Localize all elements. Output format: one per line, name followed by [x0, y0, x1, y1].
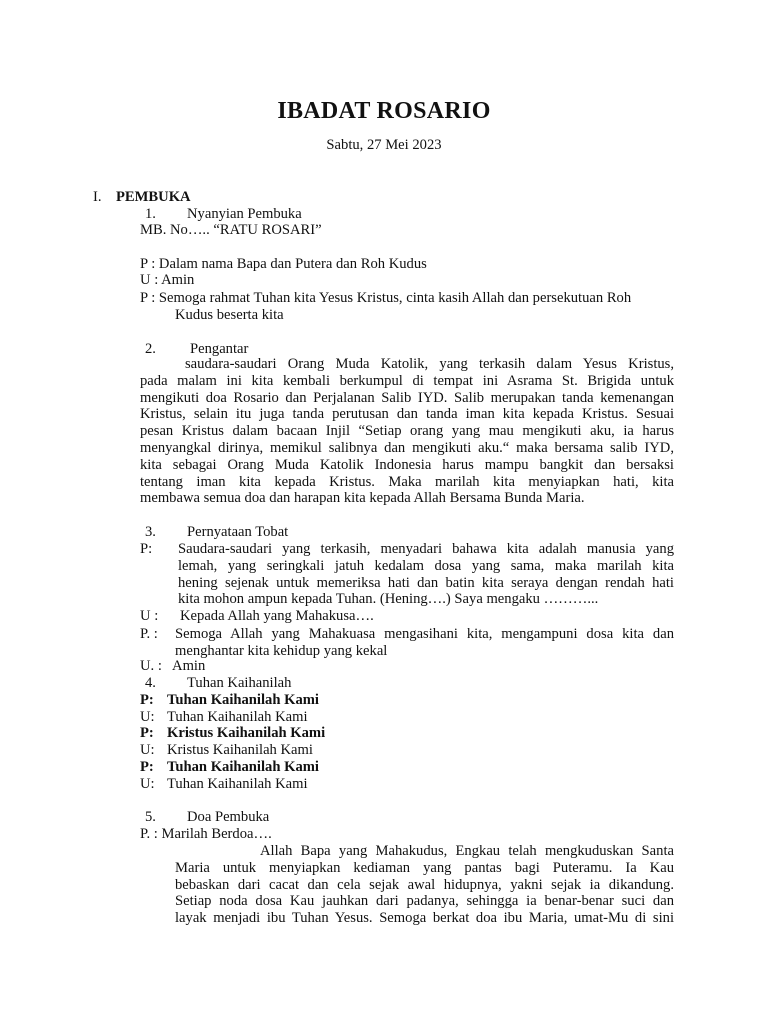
item-heading: Nyanyian Pembuka [187, 206, 302, 222]
kyrie-line: Kristus Kaihanilah Kami [167, 742, 313, 758]
paragraph-line: menghantar kita kehidup yang kekal [175, 642, 388, 659]
kyrie-line: Tuhan Kaihanilah Kami [167, 692, 319, 708]
item-heading: Doa Pembuka [187, 809, 270, 825]
liturgy-line: P : Dalam nama Bapa dan Putera dan Roh Kudus [140, 256, 427, 272]
kyrie-line: Kristus Kaihanilah Kami [167, 725, 326, 741]
paragraph-line: pada malam ini kita kembali berkumpul di tempat ini Asrama St. Brigida untuk [140, 372, 674, 389]
absolution-paragraph [175, 626, 674, 660]
liturgy-line: U : Amin [140, 272, 195, 288]
liturgy-line: P : Semoga rahmat Tuhan kita Yesus Kristus, cinta kasih Allah dan persekutuan Roh [140, 290, 632, 306]
penitential-paragraph [178, 541, 674, 608]
kyrie-line: Tuhan Kaihanilah Kami [167, 709, 308, 725]
section-heading: PEMBUKA [116, 189, 191, 205]
paragraph-line: kita mohon ampun kepada Tuhan. (Hening….) Saya mengaku ………... [178, 591, 599, 608]
speaker-marker: P. : [140, 626, 158, 642]
liturgy-line: Kudus beserta kita [175, 307, 284, 323]
paragraph-line: bebaskan dari cacat dan cela sejak awal hidupnya, yakni sejak ia dikandung. [175, 876, 674, 893]
paragraph-line: Semoga Allah yang Mahakuasa mengasihani kita, mengampuni dosa kita dan [175, 626, 674, 642]
paragraph-line: menyangkal dirinya, memikul salibnya dan mengikuti aku.“ maka bersama salib IYD, [140, 439, 674, 456]
paragraph-line: Setiap noda dosa Kau jauhkan dari padanya, sehingga ia benar-benar suci dan [175, 893, 674, 910]
speaker-marker: U : [140, 608, 159, 624]
paragraph-line: mengikuti doa Rosario dan Perjalanan Salib IYD. Salib merupakan tanda kemenangan [140, 389, 674, 406]
paragraph-line: saudara-saudari Orang Muda Katolik, yang terkasih dalam Yesus Kristus, [185, 356, 674, 372]
opening-prayer-paragraph [175, 843, 674, 927]
speaker-marker: P: [140, 541, 153, 557]
speaker-marker: U: [140, 709, 155, 725]
speaker-marker: U: [140, 776, 155, 792]
section-number: I. [93, 189, 102, 205]
paragraph-line: kita sebagai Orang Muda Katolik Indonesia harus mampu bangkit dan bersaksi [140, 456, 674, 473]
paragraph-line: pesan Kristus dalam bacaan Injil “Setiap orang yang mau mengikuti aku, ia harus [140, 423, 674, 440]
item-heading: Pengantar [190, 341, 249, 357]
speaker-marker: P: [140, 692, 154, 708]
speaker-marker: U: [140, 742, 155, 758]
item-heading: Pernyataan Tobat [187, 524, 289, 540]
introduction-paragraph [140, 356, 674, 507]
item-number: 4. [145, 675, 156, 691]
item-number: 1. [145, 206, 156, 222]
paragraph-line: membawa semua doa dan harapan kita kepada Allah Bersama Bunda Maria. [140, 490, 585, 507]
liturgy-line: U. : Amin [140, 658, 206, 674]
song-reference: MB. No….. “RATU ROSARI” [140, 222, 322, 238]
item-number: 2. [145, 341, 156, 357]
document-title: IBADAT ROSARIO [277, 98, 491, 124]
item-number: 5. [145, 809, 156, 825]
speaker-marker: P: [140, 725, 154, 741]
paragraph-line: hening sejenak untuk memeriksa hati dan batin kita seraya dengan rendah hati [178, 574, 674, 591]
liturgy-line: Kepada Allah yang Mahakusa…. [180, 608, 374, 624]
speaker-marker: P: [140, 759, 154, 775]
kyrie-line: Tuhan Kaihanilah Kami [167, 759, 319, 775]
paragraph-line: Saudara-saudari yang terkasih, menyadari bahawa kita adalah manusia yang [178, 541, 674, 557]
paragraph-line: tentang iman kita kepada Kristus. Maka marilah kita menyiapkan hati, kita [140, 473, 674, 490]
paragraph-line: lemah, yang seringkali jatuh kedalam dosa yang sama, maka marilah kita [178, 557, 674, 574]
paragraph-line: Maria untuk menyiapkan kediaman yang pantas bagi Puteramu. Ia Kau [175, 859, 674, 876]
paragraph-line: layak menjadi ibu Tuhan Yesus. Semoga berkat doa ibu Maria, umat-Mu di sini [175, 910, 674, 927]
item-heading: Tuhan Kaihanilah [187, 675, 292, 691]
paragraph-line: Kristus, selain itu juga tanda perutusan dan tanda iman kita kepada Kristus. Sesuai [140, 406, 674, 423]
document-date: Sabtu, 27 Mei 2023 [326, 137, 442, 153]
liturgy-line: P. : Marilah Berdoa…. [140, 826, 272, 842]
item-number: 3. [145, 524, 156, 540]
kyrie-line: Tuhan Kaihanilah Kami [167, 776, 308, 792]
paragraph-line: Allah Bapa yang Mahakudus, Engkau telah mengkuduskan Santa [260, 843, 674, 859]
